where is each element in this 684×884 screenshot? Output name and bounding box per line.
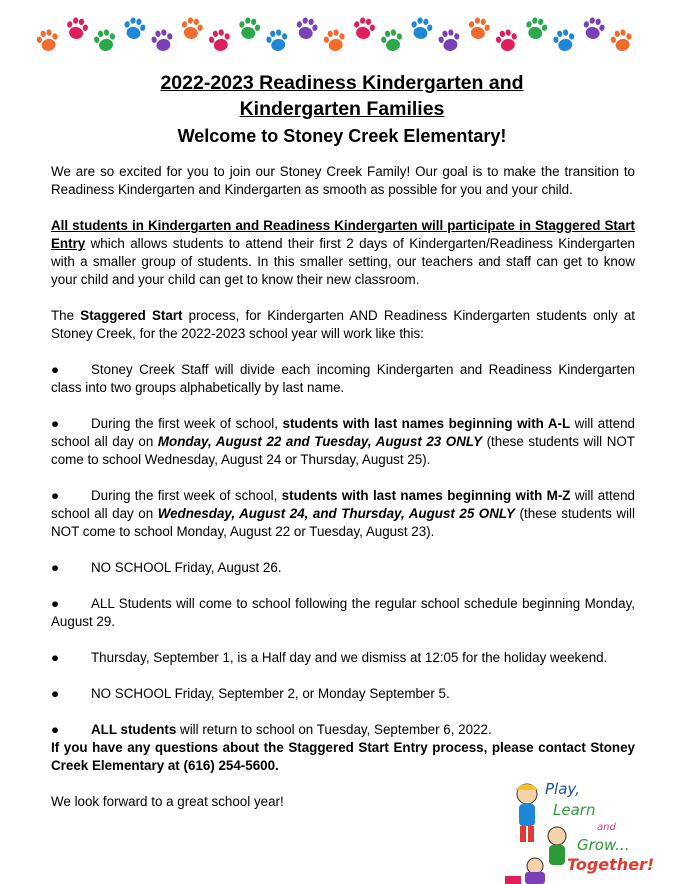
process-text-post: process, for Kindergarten AND Readiness Kindergarten students only at Stoney Creek, for the 2022-2023 school year will work like this: [51,308,636,341]
logo-word-together: Together! [567,855,655,874]
paw-print-border [0,0,684,62]
paw-print-icon [35,28,60,53]
bullet-text: NO SCHOOL Friday, September 2, or Monday September 5. [91,686,450,701]
bullet-icon: ● [51,686,60,701]
bullet-icon: ● [51,560,60,575]
kid-toy-icon [505,876,521,884]
staggered-start-description: which allows students to attend their first 2 days of Kindergarten/Readiness Kindergarten with a smaller group of students. In this smaller setting, our teachers and staff can get to know your child and your child can get to know their new classroom. [51,236,635,287]
paw-print-icon [92,28,117,53]
bullet-item-no-school-aug-26 [51,559,635,577]
paw-print-icon [237,16,262,41]
bullet-text: Stoney Creek Staff will divide each incoming Kindergarten and Readiness Kindergarten class into two groups alphabetically by last name. [51,362,635,395]
bullet-icon: ● [51,722,60,737]
bullet-text: Thursday, September 1, is a Half day and we dismiss at 12:05 for the holiday weekend. [91,650,608,665]
bullet-bold-text: students with last names beginning with M-Z [281,488,571,503]
paw-print-icon [294,16,319,41]
play-learn-grow-together-logo [505,776,665,884]
kid-leg-icon [528,826,534,842]
bullet-item-no-school-sep [51,685,635,703]
staggered-start-notice: All students in Kindergarten and Readiness Kindergarten will participate in Staggered Start Entry [51,218,635,251]
paw-print-icon [64,16,89,41]
bullet-icon: ● [51,596,60,611]
bullet-text: NO SCHOOL Friday, August 26. [91,560,282,575]
paw-print-icon [437,28,462,53]
paw-print-icon [552,28,577,53]
bullet-item-group-m-z [51,487,635,541]
process-text-pre: The [51,308,81,323]
bullet-text: During the first week of school, [91,488,282,503]
bullet-icon: ● [51,362,60,377]
bullet-icon: ● [51,650,60,665]
bullet-text: (these students will NOT come to school Wednesday, August 24 or Thursday, August 25). [51,434,635,467]
logo-word-play: Play, [545,780,580,798]
logo-word-learn: Learn [553,801,596,819]
process-bold-term: Staggered Start [80,308,183,323]
kid-shirt-icon [525,872,545,884]
contact-paragraph: If you have any questions about the Staggered Start Entry process, please contact Stoney Creek Elementary at (616) 254-5600. [51,740,635,773]
paw-print-icon [581,16,606,41]
bullet-dates-text: Monday, August 22 and Tuesday, August 23 ONLY [157,434,483,449]
page-title-line-1: 2022-2023 Readiness Kindergarten and [160,72,524,94]
intro-paragraph: We are so excited for you to join our Stoney Creek Family! Our goal is to make the transition to Readiness Kindergarten and Kindergarten as smooth as possible for you and your child. [51,164,635,197]
logo-word-and: and [597,822,616,833]
process-paragraph [51,307,635,343]
paw-print-icon [150,28,175,53]
paw-print-icon [351,16,376,41]
kid-shirt-icon [519,804,535,826]
letter-body [51,163,635,811]
bullet-icon: ● [51,488,60,503]
paw-print-icon [609,28,634,53]
bullet-text: During the first week of school, [91,416,283,431]
page-title-line-2: Kindergarten Families [239,98,445,120]
paw-print-icon [122,16,147,41]
logo-word-grow: Grow... [577,836,630,854]
paw-print-icon [494,28,519,53]
closing-line: We look forward to a great school year! [51,794,284,809]
paw-print-icon [524,16,549,41]
kid-head-icon [527,858,543,874]
bullet-item-return-sep-6 [51,721,635,739]
bullet-text: will attend school all day on [51,488,636,521]
staggered-start-paragraph [51,217,635,289]
bullet-item-group-a-l [51,415,635,469]
paw-print-icon [466,16,491,41]
paw-print-icon [179,16,204,41]
kid-head-icon [548,827,566,845]
paw-print-icon [207,28,232,53]
paw-print-icon [409,16,434,41]
welcome-heading: Welcome to Stoney Creek Elementary! [177,126,507,146]
paw-print-icon [265,28,290,53]
bullet-text: ALL Students will come to school following the regular school schedule beginning Monday, August 29. [51,596,635,629]
bullet-item-regular-schedule [51,595,635,631]
paw-print-icon [322,28,347,53]
bullet-icon: ● [51,416,60,431]
kid-hat-icon [515,784,539,790]
bullet-dates-text: Wednesday, August 24, and Thursday, August 25 ONLY [157,506,515,521]
paw-print-icon [379,28,404,53]
bullet-bold-text: ALL students [91,722,177,737]
bullet-text: will attend school all day on [51,416,636,449]
bullet-item-staff-divide [51,361,635,397]
bullet-text: (these students will NOT come to school Monday, August 22 or Tuesday, August 23). [51,506,636,539]
bullet-bold-text: students with last names beginning with A-L [282,416,571,431]
kid-shirt-icon [549,845,565,865]
bullet-item-half-day [51,649,635,667]
kid-leg-icon [520,826,526,842]
bullet-text: will return to school on Tuesday, September 6, 2022. [176,722,492,737]
